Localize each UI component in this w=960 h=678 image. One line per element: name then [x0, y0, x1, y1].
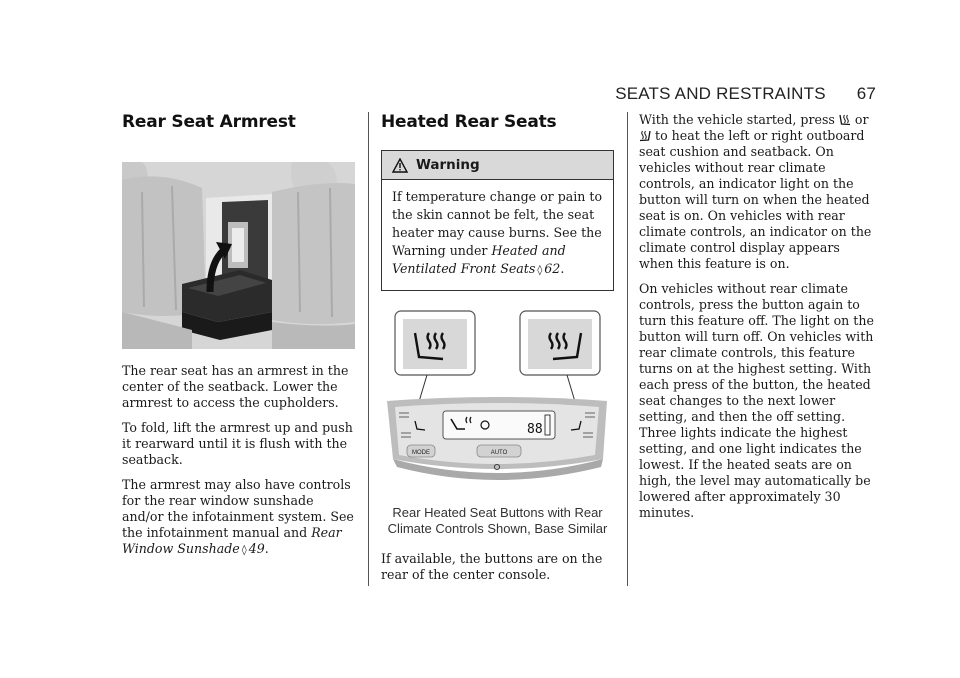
warning-header: [382, 151, 613, 180]
warning-text: If temperature change or pain to the skin cannot be felt, the seat heater may cause burns. See the Warning under Heated and Ventilated Front Seats ◊ 62.: [392, 189, 603, 276]
armrest-paragraph-2: To fold, lift the armrest up and push it rearward until it is flush with the seatback.: [122, 420, 353, 467]
rear-console-illustration: [381, 309, 614, 495]
page-number: 67: [856, 84, 876, 103]
front-seats-link[interactable]: Heated and Ventilated Front Seats: [392, 243, 566, 276]
warning-triangle-icon: [392, 158, 408, 173]
column-divider: [368, 112, 369, 586]
auto-button-label: AUTO: [490, 450, 508, 456]
right-column: [639, 112, 877, 530]
warning-box: [381, 150, 614, 291]
page-ref-icon: ◊: [537, 265, 543, 276]
page-ref-number[interactable]: 49: [248, 541, 265, 556]
rear-window-sunshade-link[interactable]: Rear Window Sunshade: [122, 525, 342, 556]
page-ref-icon: ◊: [241, 545, 247, 556]
section-title: SEATS AND RESTRAINTS: [615, 84, 826, 103]
middle-column: [381, 112, 614, 592]
left-column: [122, 112, 356, 568]
page-ref-number[interactable]: 62: [544, 261, 561, 276]
mode-button-label: MODE: [412, 450, 430, 456]
column-divider: [627, 112, 628, 586]
section-heading-armrest: Rear Seat Armrest: [122, 112, 296, 132]
running-head: [615, 84, 876, 104]
heated-seat-left-icon: [839, 113, 851, 126]
rear-armrest-photo: [122, 162, 355, 349]
heated-seat-right-icon: [639, 129, 651, 142]
heated-seats-paragraph-3: On vehicles without rear climate controls, press the button again to turn this feature off. The light on the button will turn off. On vehicles with rear climate controls, this feature turns on at the highest setting. With each press of the button, the heated seat changes to the next lower setting, and then the off setting. Three lights indicate the highest setting, and one light indicates the lowest. If the heated seats are on high, the level may automatically be lowered after approximately 30 minutes.: [639, 281, 874, 520]
figure-caption: Rear Heated Seat Buttons with Rear Climate Controls Shown, Base Similar: [387, 505, 608, 536]
section-heading-heated-seats: Heated Rear Seats: [381, 112, 557, 132]
armrest-paragraph-1: The rear seat has an armrest in the center of the seatback. Lower the armrest to access the cupholders.: [122, 363, 349, 410]
display-readout: 88: [527, 422, 543, 437]
armrest-paragraph-3: The armrest may also have controls for the rear window sunshade and/or the infotainment system. See the infotainment manual and Rear Window Sunshade ◊ 49.: [122, 477, 354, 556]
heated-seats-paragraph-2: With the vehicle started, press or to heat the left or right outboard seat cushion and seatback. On vehicles without rear climate controls, an indicator light on the button will turn on when the heated seat is on. On vehicles with rear climate controls, an indicator on the climate control display appears when this feature is on.: [639, 112, 872, 271]
warning-label: Warning: [416, 157, 480, 173]
heated-seats-paragraph-1: If available, the buttons are on the rear of the center console.: [381, 551, 603, 582]
